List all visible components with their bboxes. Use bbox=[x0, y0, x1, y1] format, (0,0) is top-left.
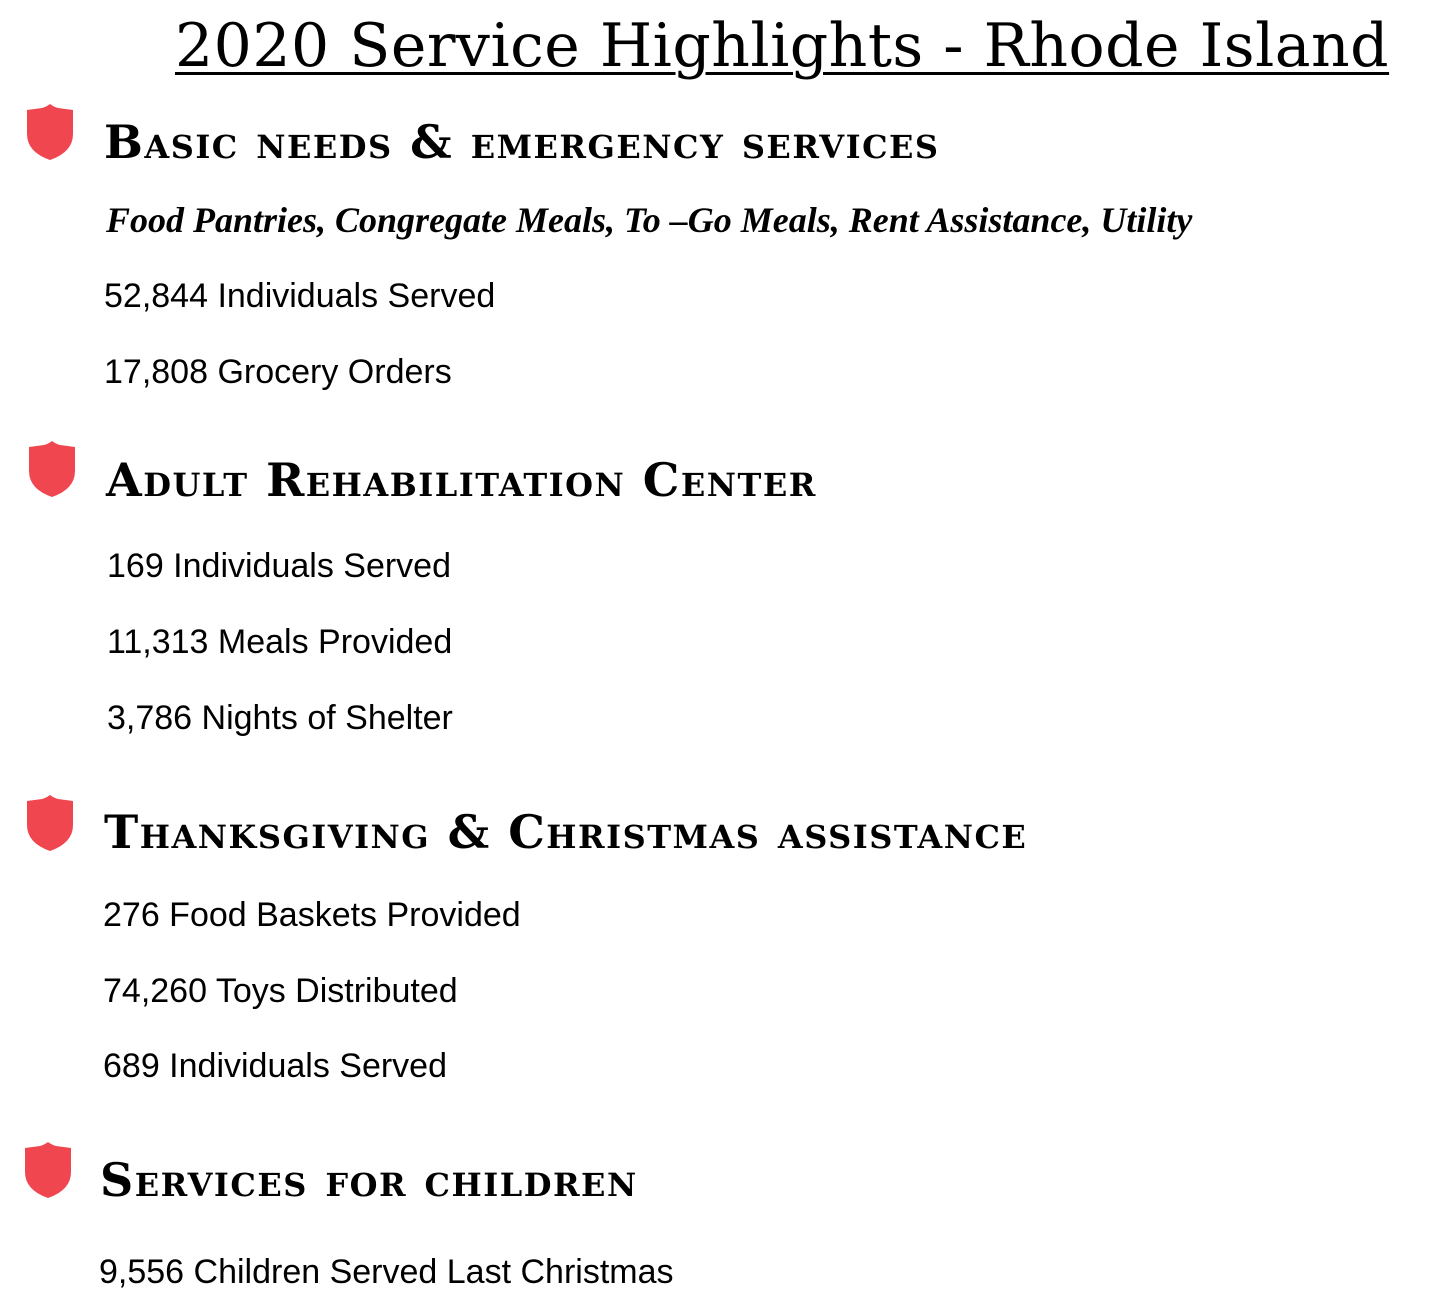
section-heading-adult-rehabilitation: Adult Rehabilitation Center bbox=[106, 453, 817, 507]
section-heading-basic-needs: Basic needs & emergency services bbox=[104, 115, 940, 169]
page-title: 2020 Service Highlights - Rhode Island bbox=[175, 11, 1390, 81]
stat-item: 9,556 Children Served Last Christmas bbox=[99, 1253, 674, 1291]
stat-item: 689 Individuals Served bbox=[103, 1047, 448, 1085]
stat-item: 3,786 Nights of Shelter bbox=[107, 699, 453, 737]
section-heading-services-for-children: Services for children bbox=[100, 1153, 638, 1207]
shield-icon bbox=[26, 441, 78, 497]
stat-item: 169 Individuals Served bbox=[107, 547, 452, 585]
shield-icon bbox=[22, 1142, 74, 1198]
section-heading-thanksgiving-christmas: Thanksgiving & Christmas assistance bbox=[104, 805, 1028, 859]
shield-icon bbox=[24, 104, 76, 160]
stat-item: 17,808 Grocery Orders bbox=[104, 353, 452, 391]
stat-item: 52,844 Individuals Served bbox=[104, 277, 496, 315]
stat-item: 74,260 Toys Distributed bbox=[103, 972, 458, 1010]
stat-item: 276 Food Baskets Provided bbox=[103, 896, 521, 934]
shield-icon bbox=[24, 795, 76, 851]
stat-item: 11,313 Meals Provided bbox=[107, 623, 453, 661]
section-subtitle-basic-needs: Food Pantries, Congregate Meals, To –Go Meals, Rent Assistance, Utility bbox=[106, 200, 1193, 240]
